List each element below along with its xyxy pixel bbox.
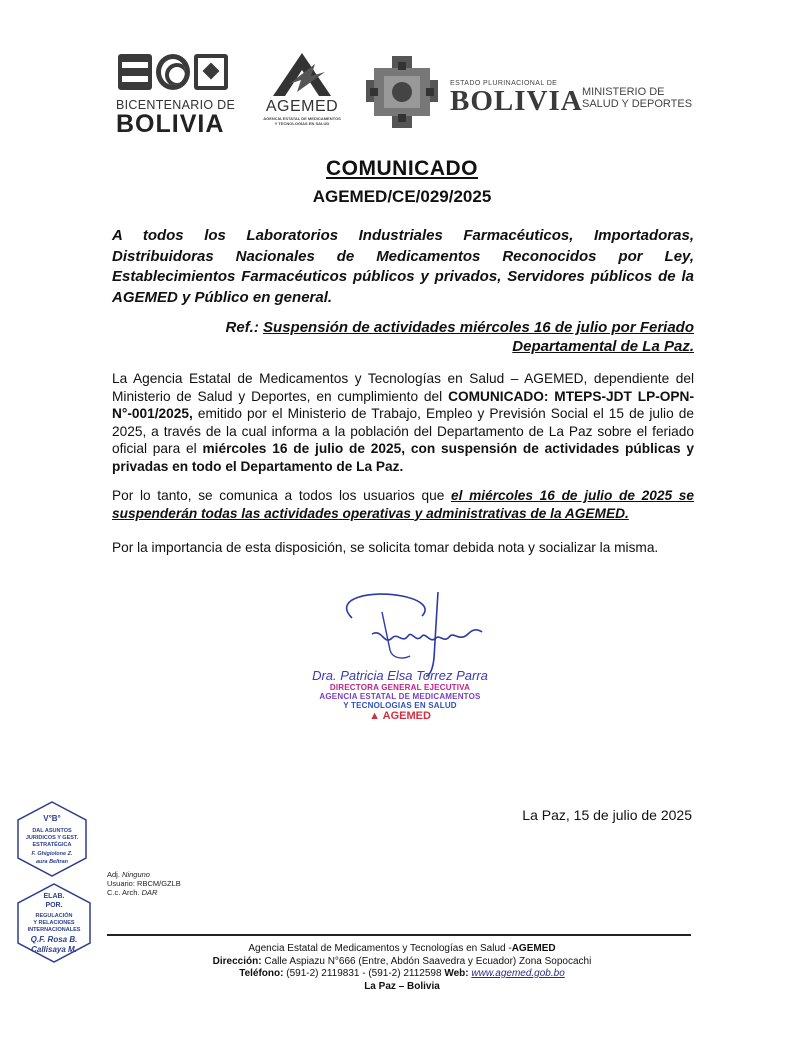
agemed-logo-sub-2: Y TECNOLOGÍAS EN SALUD xyxy=(274,121,330,126)
usuario-label: Usuario: xyxy=(107,879,135,888)
footer-web-label: Web: xyxy=(444,968,469,979)
reference-label: Ref.: xyxy=(225,319,259,336)
vb-stamp-line-6: aura Beltran xyxy=(35,859,69,865)
agemed-logo-sub-1: AGENCIA ESTATAL DE MEDICAMENTOS xyxy=(263,116,341,121)
elab-stamp-line-1: ELAB. xyxy=(43,893,65,900)
vb-stamp-title: V°B° xyxy=(43,814,61,823)
vb-stamp-line-3: JURIDICOS Y GEST. xyxy=(25,835,79,841)
p1-holiday-date: miércoles 16 de julio de 2025, con suspensión de actividades públicas y privadas en todo el Departamento de La Paz. xyxy=(112,441,695,474)
stamp-agemed-logo xyxy=(300,710,500,722)
body-paragraph-3: Por la importancia de esta disposición, se solicita tomar debida nota y socializar la misma. xyxy=(112,540,659,555)
footer-divider xyxy=(107,934,691,936)
elab-stamp-line-7: Callisaya M. xyxy=(31,945,77,954)
ministerio-label xyxy=(582,86,692,110)
stamp-agemed-word: AGEMED xyxy=(382,710,431,722)
reference-line-2: Departamental de La Paz. xyxy=(512,338,694,355)
cc-label: C.c. Arch. xyxy=(107,888,140,897)
signatory-position: DIRECTORA GENERAL EJECUTIVA xyxy=(329,683,471,692)
vb-stamp xyxy=(16,800,88,878)
agemed-triangle-icon xyxy=(267,50,337,100)
footer-address-label: Dirección: xyxy=(212,955,262,967)
agemed-logo xyxy=(256,50,348,134)
signatory-agency-2: Y TECNOLOGIAS EN SALUD xyxy=(343,701,457,710)
bicentenario-country: BOLIVIA xyxy=(116,110,225,138)
estado-country: BOLIVIA xyxy=(450,85,583,117)
bicentenario-emblem-icon xyxy=(118,54,236,92)
elab-stamp-line-4: Y RELACIONES xyxy=(33,920,75,926)
place-and-date: La Paz, 15 de julio de 2025 xyxy=(522,807,692,823)
adj-label: Adj. xyxy=(107,870,120,879)
footer xyxy=(0,943,804,993)
document-references xyxy=(107,870,181,897)
footer-city: La Paz – Bolivia xyxy=(364,980,440,992)
ministerio-line-2: SALUD Y DEPORTES xyxy=(582,98,693,110)
reference-line-1: Suspensión de actividades miércoles 16 de julio por Feriado xyxy=(263,319,694,336)
document-code: AGEMED/CE/029/2025 xyxy=(312,187,492,206)
elab-stamp-line-5: INTERNACIONALES xyxy=(27,927,81,933)
p2-suspension-notice: el miércoles 16 de julio de 2025 se suspenderán todas las actividades operativas y administrativas de la AGEMED. xyxy=(112,488,694,521)
footer-agency: Agencia Estatal de Medicamentos y Tecnologías en Salud - xyxy=(248,943,512,954)
cc-value: DAR xyxy=(141,888,158,897)
p1-text-c: emitido por el Ministerio de Trabajo, Empleo y Previsión Social el 15 de julio de 2025, a través de la cual informa a la población del Departamento de La Paz sobre el feriado oficial para el xyxy=(112,406,694,456)
estado-caption: ESTADO PLURINACIONAL DE xyxy=(450,80,558,87)
addressee: A todos los Laboratorios Industriales Farmacéuticos, Importadoras, Distribuidoras Nacionales de Medicamentos Reconocidos por Ley, Establecimientos Farmacéuticos públicos y privados, Servidores públicos de la AGEMED y Público en general. xyxy=(112,227,694,306)
elab-stamp-line-3: REGULACIÓN xyxy=(35,913,73,919)
estado-plurinacional-logo xyxy=(450,80,583,115)
signatory-stamp xyxy=(300,668,500,722)
vb-stamp-line-4: ESTRATÉGICA xyxy=(32,842,72,848)
footer-address: Calle Aspiazu N°666 (Entre, Abdón Saavedra y Ecuador) Zona Sopocachi xyxy=(261,955,592,967)
bicentenario-caption: BICENTENARIO DE xyxy=(116,98,236,112)
ministerio-line-1: MINISTERIO DE xyxy=(582,86,665,98)
signature-icon xyxy=(312,588,512,678)
adj-value: Ninguno xyxy=(122,870,150,879)
document-title: COMUNICADO xyxy=(326,157,478,180)
footer-phone: (591-2) 2119831 - (591-2) 2112598 xyxy=(283,968,445,979)
body-paragraph-2 xyxy=(112,487,694,522)
elab-stamp-line-6: Q.F. Rosa B. xyxy=(30,935,78,944)
usuario-value: RBCM/GZLB xyxy=(137,879,181,888)
bolivia-shield-icon xyxy=(362,54,442,130)
signatory-agency-1: AGENCIA ESTATAL DE MEDICAMENTOS xyxy=(319,692,481,701)
vb-stamp-line-2: DAL ASUNTOS xyxy=(32,828,72,834)
body-paragraph-1 xyxy=(112,370,694,475)
footer-agency-acronym: AGEMED xyxy=(511,943,556,954)
p1-comunicado-ref: COMUNICADO: MTEPS-JDT LP-OPN-N°-001/2025, xyxy=(112,388,694,421)
footer-web-link[interactable]: www.agemed.gob.bo xyxy=(471,968,565,979)
vb-stamp-line-5: F. Ghigiolone Z. xyxy=(31,851,73,857)
elab-stamp-line-2: POR. xyxy=(45,902,63,909)
stamp-triangle-icon: ▲ xyxy=(369,710,380,722)
footer-phone-label: Teléfono: xyxy=(239,968,284,979)
bicentenario-logo xyxy=(116,54,236,138)
p1-text-a: La Agencia Estatal de Medicamentos y Tecnologías en Salud – AGEMED, dependiente del Ministerio de Salud y Deportes, en cumplimiento del xyxy=(112,371,694,404)
p2-text-a: Por lo tanto, se comunica a todos los usuarios que xyxy=(112,488,452,503)
reference xyxy=(112,318,694,356)
signatory-name: Dra. Patricia Elsa Torrez Parra xyxy=(312,668,488,683)
agemed-logo-word: AGEMED xyxy=(265,98,339,115)
